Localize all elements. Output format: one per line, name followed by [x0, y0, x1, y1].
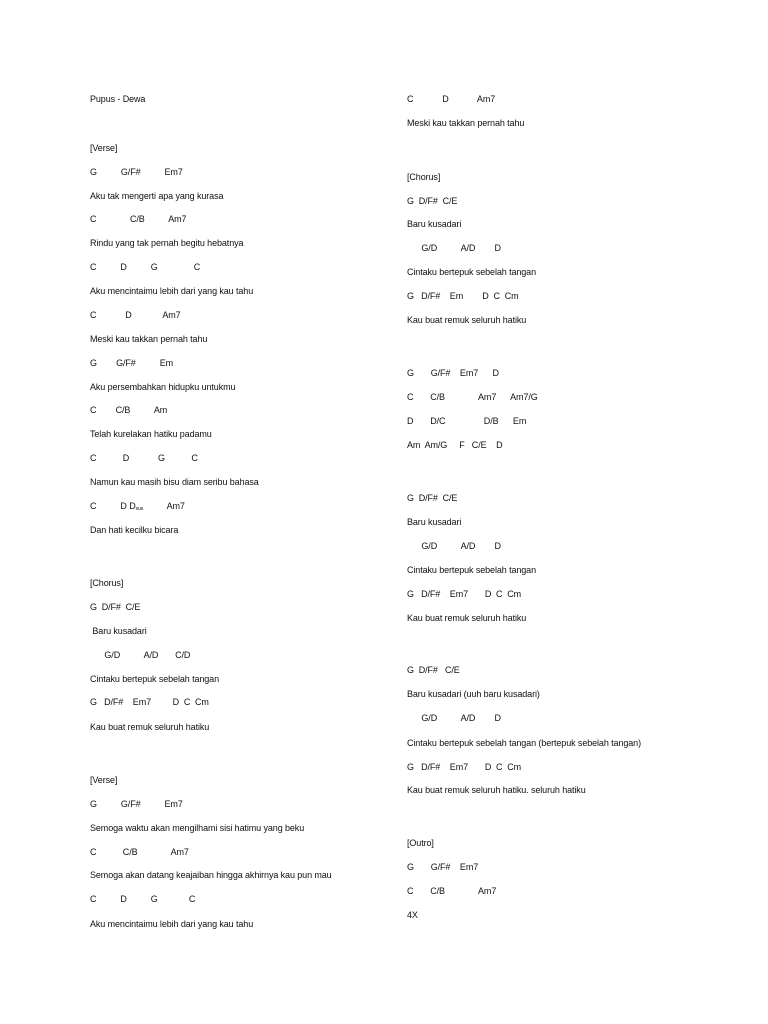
- lyric-line: Aku mencintaimu lebih dari yang kau tahu: [90, 919, 254, 929]
- lyric-line: Cintaku bertepuk sebelah tangan: [407, 565, 536, 575]
- repeat-marker: 4X: [407, 910, 418, 920]
- section-header-chorus: [Chorus]: [407, 172, 441, 182]
- chord-line: Am Am/G F C/E D: [407, 440, 503, 450]
- section-header-chorus: [Chorus]: [90, 578, 124, 588]
- chord-line: C C/B Am: [90, 405, 168, 415]
- lyric-line: Meski kau takkan pernah tahu: [90, 334, 208, 344]
- song-title: Pupus - Dewa: [90, 94, 146, 104]
- chord-line: C C/B Am7 Am7/G: [407, 392, 538, 402]
- lyric-line: Cintaku bertepuk sebelah tangan: [407, 267, 536, 277]
- chord-line: G D/F# C/E: [407, 493, 458, 503]
- chord-line: G/D A/D D: [407, 713, 501, 723]
- chord-line: C D G C: [90, 453, 198, 463]
- lyric-line: Aku mencintaimu lebih dari yang kau tahu: [90, 286, 254, 296]
- section-header-verse: [Verse]: [90, 143, 118, 153]
- chord-line: G D/F# C/E: [407, 196, 458, 206]
- chord-line: G/D A/D D: [407, 243, 501, 253]
- chord-line: G D/F# Em7 D C Cm: [90, 697, 209, 707]
- chord-line: G G/F# Em7: [90, 167, 183, 177]
- chord-line: C D G C: [90, 262, 201, 272]
- chord-line: G D/F# C/E: [407, 665, 460, 675]
- chord-line: G D/F# Em7 D C Cm: [407, 589, 522, 599]
- lyric-line: Cintaku bertepuk sebelah tangan (bertepuk sebelah tangan): [407, 738, 641, 748]
- lyric-line: Aku persembahkan hidupku untukmu: [90, 382, 236, 392]
- section-header-verse: [Verse]: [90, 775, 118, 785]
- chord-line: C C/B Am7: [90, 214, 187, 224]
- lyric-line: Aku tak mengerti apa yang kurasa: [90, 191, 224, 201]
- chord-line: C D Am7: [407, 94, 496, 104]
- chord-line: C D G C: [90, 894, 196, 904]
- chord-subscript: sus: [135, 506, 144, 512]
- chord-line: G G/F# Em7: [90, 799, 183, 809]
- chord-line: G/D A/D D: [407, 541, 501, 551]
- lyric-line: Telah kurelakan hatiku padamu: [90, 429, 212, 439]
- lyric-line: Kau buat remuk seluruh hatiku: [407, 315, 527, 325]
- chord-text: C D D: [90, 501, 136, 511]
- chord-line: G D/F# Em D C Cm: [407, 291, 519, 301]
- chord-line: G/D A/D C/D: [90, 650, 191, 660]
- lyric-line: Cintaku bertepuk sebelah tangan: [90, 674, 219, 684]
- lyric-line: Baru kusadari: [90, 626, 147, 636]
- lyric-line: Semoga waktu akan mengilhami sisi hatimu yang beku: [90, 823, 305, 833]
- lyric-line: Kau buat remuk seluruh hatiku: [407, 613, 527, 623]
- chord-line: C C/B Am7: [407, 886, 497, 896]
- lyric-line: Dan hati kecilku bicara: [90, 525, 179, 535]
- lyric-line: Baru kusadari (uuh baru kusadari): [407, 689, 540, 699]
- chord-line: G D/F# Em7 D C Cm: [407, 762, 522, 772]
- lyric-line: Kau buat remuk seluruh hatiku: [90, 722, 210, 732]
- lyric-line: Baru kusadari: [407, 219, 462, 229]
- chord-text: Am7: [143, 501, 185, 511]
- chord-line: G G/F# Em: [90, 358, 174, 368]
- lyric-line: Rindu yang tak pernah begitu hebatnya: [90, 238, 244, 248]
- lyric-line: Semoga akan datang keajaiban hingga akhirnya kau pun mau: [90, 870, 332, 880]
- lyric-line: Namun kau masih bisu diam seribu bahasa: [90, 477, 259, 487]
- section-header-outro: [Outro]: [407, 838, 434, 848]
- chord-line: [90, 500, 185, 515]
- chord-line: C D Am7: [90, 310, 181, 320]
- lyric-line: Baru kusadari: [407, 517, 462, 527]
- chord-line: G G/F# Em7: [407, 862, 479, 872]
- chord-line: G G/F# Em7 D: [407, 368, 499, 378]
- lyric-line: Kau buat remuk seluruh hatiku. seluruh hatiku: [407, 785, 586, 795]
- chord-line: C C/B Am7: [90, 847, 189, 857]
- lyric-line: Meski kau takkan pernah tahu: [407, 118, 525, 128]
- chord-line: D D/C D/B Em: [407, 416, 527, 426]
- chord-line: G D/F# C/E: [90, 602, 141, 612]
